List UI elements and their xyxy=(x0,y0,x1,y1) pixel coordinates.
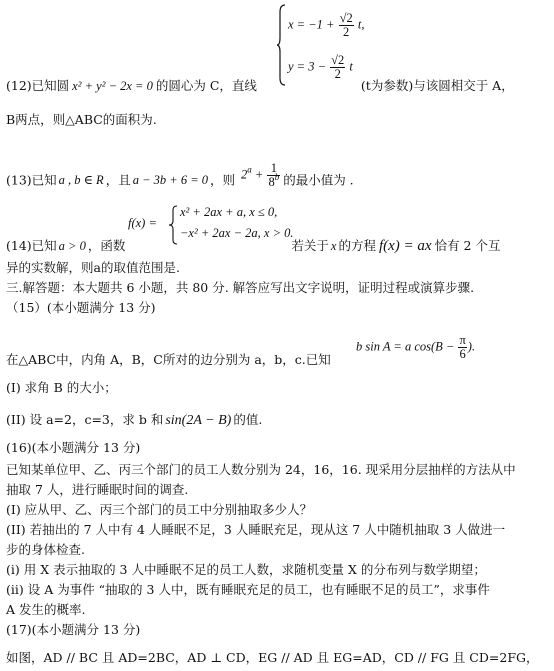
q15-part2 xyxy=(6,412,262,429)
param-eq-y: y = 3 − $\frac{√2}{2}$ t xyxy=(288,53,353,81)
q13-vars: a , b ∈ R xyxy=(58,173,104,188)
q15-header: （15）(本小题满分 13 分) xyxy=(6,300,156,315)
q16-l4: (II) 若抽出的 7 人中有 4 人睡眠不足，3 人睡眠充足，现从这 7 人中随机抽取 3 人做进一 xyxy=(6,522,506,537)
q14-suffix: 恰有 2 个互 xyxy=(434,238,501,253)
param-eq-x: x = −1 + $\frac{√2}{2}$ t, xyxy=(288,11,365,39)
q14-line1 xyxy=(6,238,500,254)
f-case2: −x² + 2ax − 2a, x > 0. xyxy=(180,226,294,240)
q16-l2: 抽取 7 人，进行睡眠时间的调查. xyxy=(6,482,189,497)
q16-l1: 已知某单位甲、乙、丙三个部门的员工人数分别为 24，16，16. 现采用分层抽样的方法从中 xyxy=(6,462,516,477)
f-lhs: f(x) = xyxy=(128,216,157,230)
q14-mid1: ，函数 xyxy=(87,238,126,253)
left-brace-icon xyxy=(276,4,286,86)
q13-mid2: ，则 xyxy=(210,172,236,188)
q14-line2: 异的实数解，则a的取值范围是. xyxy=(6,260,180,275)
q12-prefix: (12)已知圆 xyxy=(6,78,70,93)
q16-header: (16)(本小题满分 13 分) xyxy=(6,440,141,455)
section-heading: 三.解答题：本大题共 6 小题，共 80 分. 解答应写出文字说明，证明过程或演算步骤. xyxy=(6,280,475,295)
q16-l7: (ii) 设 A 为事件 “抽取的 3 人中，既有睡眠充足的员工，也有睡眠不足的员工”，求事件 xyxy=(6,582,490,597)
q15-line: 在△ABC中，内角 A，B，C所对的边分别为 a，b，c.已知 xyxy=(6,352,331,367)
q15-condition: b sin A = a cos(B − $\frac{\pi}{6}$ ). xyxy=(356,333,476,361)
q13-suffix: 的最小值为 . xyxy=(283,172,354,188)
q13-mid1: ，且 xyxy=(105,172,131,188)
q12-mid1: 的圆心为 C，直线 xyxy=(155,78,257,93)
q16-l8: A 发生的概率. xyxy=(6,602,86,617)
q14-var: x xyxy=(330,239,337,253)
q16-l6: (i) 用 X 表示抽取的 3 人中睡眠不足的员工人数，求随机变量 X 的分布列与数学期望； xyxy=(6,562,486,577)
q16-l5: 步的身体检查. xyxy=(6,542,85,557)
q17-line: 如图，AD // BC 且 AD=2BC，AD ⊥ CD，EG // AD 且 EG=AD，CD // FG 且 CD=2FG， xyxy=(6,650,539,665)
q12-mid2: (t为参数)与该圆相交于 A， xyxy=(360,78,514,93)
q16-l3: (I) 应从甲、乙、丙三个部门的员工中分别抽取多少人？ xyxy=(6,502,313,517)
q14-equation: f(x) = ax xyxy=(378,238,432,254)
q14-prefix: (14)已知 xyxy=(6,238,57,253)
q15-part2-prefix: (II) 设 a=2，c=3，求 b 和 xyxy=(6,412,164,427)
q14-mid3: 的方程 xyxy=(338,238,376,253)
q13-cond: a − 3b + 6 = 0 xyxy=(132,173,209,188)
q17-header: (17)(本小题满分 13 分) xyxy=(6,622,141,637)
q13-prefix: (13)已知 xyxy=(6,172,57,188)
q12-line1 xyxy=(6,78,514,94)
q15-part2-expr: sin(2A − B) xyxy=(165,413,232,428)
f-case1: x² + 2ax + a, x ≤ 0, xyxy=(180,205,278,219)
q13-expr: $2^a$ + $\frac{1}{8^b}$ xyxy=(241,161,280,189)
q15-part2-suffix: 的值. xyxy=(233,412,263,427)
q13-line xyxy=(6,161,354,195)
q12-line2: B两点，则△ABC的面积为. xyxy=(6,112,157,127)
q14-mid2: 若关于 xyxy=(291,238,329,253)
q12-circle-eq: x² + y² − 2x = 0 xyxy=(72,79,153,93)
q15-part1: (I) 求角 B 的大小； xyxy=(6,380,117,395)
q14-cond: a > 0 xyxy=(58,239,86,253)
system-brace xyxy=(276,4,286,89)
